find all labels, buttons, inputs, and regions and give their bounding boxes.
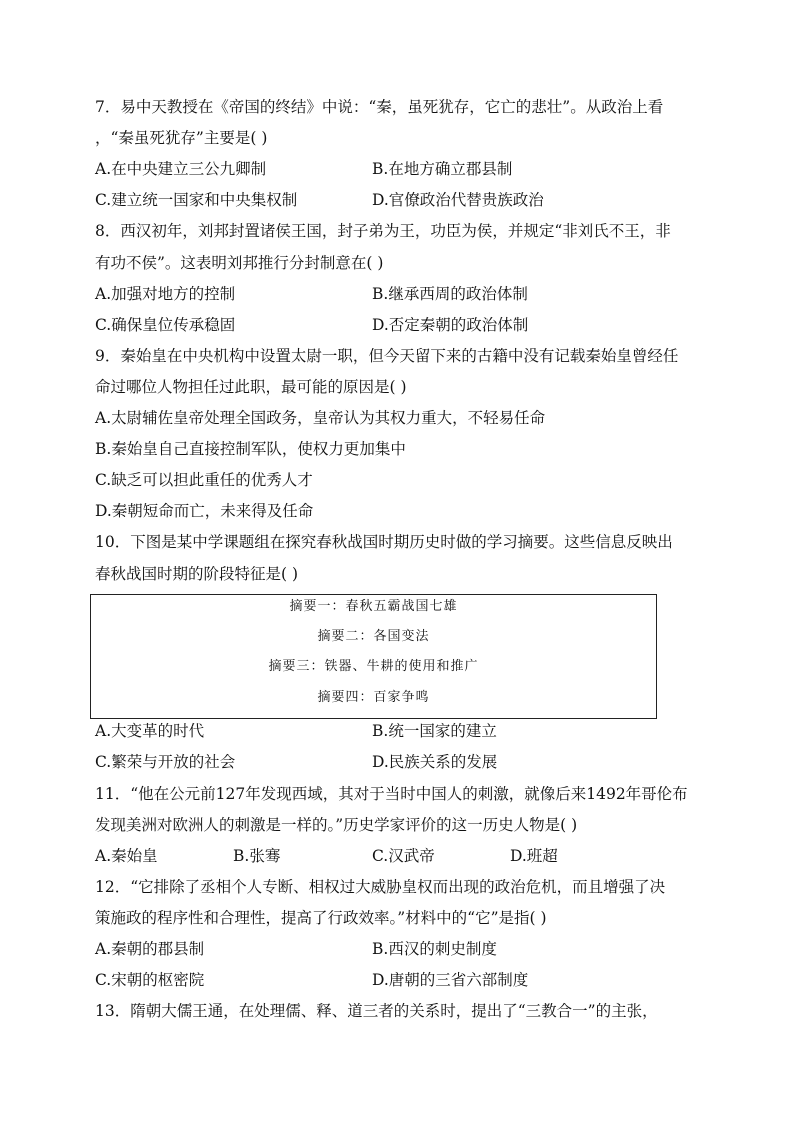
q9-stem-line2: 命过哪位人物担任过此职，最可能的原因是( ) (95, 378, 407, 396)
q9-option-c: C.缺乏可以担此重任的优秀人才 (95, 471, 313, 489)
q9-option-b: B.秦始皇自己直接控制军队，使权力更加集中 (95, 440, 406, 458)
q8-stem-line2: 有功不侯”。这表明刘邦推行分封制意在( ) (95, 254, 384, 272)
q12-option-b: B.西汉的刺史制度 (372, 940, 497, 958)
summary-box (90, 594, 657, 719)
q7-stem-line1: 7．易中天教授在《帝国的终结》中说：“秦，虽死犹存，它亡的悲壮”。从政治上看 (95, 98, 664, 116)
q11-option-d: D.班超 (510, 847, 558, 865)
q8-option-b: B.继承西周的政治体制 (372, 285, 528, 303)
q12-option-d: D.唐朝的三省六部制度 (372, 971, 529, 989)
q12-option-c: C.宋朝的枢密院 (95, 971, 205, 989)
q8-stem-line1: 8．西汉初年，刘邦封置诸侯王国，封子弟为王，功臣为侯，并规定“非刘氏不王，非 (95, 222, 671, 240)
q11-option-b: B.张骞 (233, 847, 281, 865)
q10-stem-line1: 10．下图是某中学课题组在探究春秋战国时期历史时做的学习摘要。这些信息反映出 (95, 533, 673, 551)
q11-stem-line2: 发现美洲对欧洲人的刺激是一样的。”历史学家评价的这一历史人物是( ) (95, 816, 578, 834)
q11-stem-line1: 11．“他在公元前127年发现西域，其对于当时中国人的刺激，就像后来1492年哥伦布 (95, 785, 688, 803)
q8-option-c: C.确保皇位传承稳固 (95, 316, 236, 334)
q7-stem-line2: ，“秦虽死犹存”主要是( ) (95, 129, 268, 147)
q9-option-a: A.太尉辅佐皇帝处理全国政务，皇帝认为其权力重大，不轻易任命 (95, 409, 546, 427)
q12-option-a: A.秦朝的郡县制 (95, 940, 205, 958)
q13-stem-line1: 13．隋朝大儒王通，在处理儒、释、道三者的关系时，提出了“三教合一”的主张， (95, 1002, 658, 1020)
summary-line-3: 摘要三：铁器、牛耕的使用和推广 (268, 659, 479, 674)
q8-option-d: D.否定秦朝的政治体制 (372, 316, 529, 334)
q7-option-b: B.在地方确立郡县制 (372, 160, 513, 178)
summary-line-1: 摘要一：春秋五霸战国七雄 (289, 599, 458, 614)
q11-option-c: C.汉武帝 (372, 847, 435, 865)
q12-stem-line1: 12．“它排除了丞相个人专断、相权过大威胁皇权而出现的政治危机，而且增强了决 (95, 878, 666, 896)
q7-option-a: A.在中央建立三公九卿制 (95, 160, 267, 178)
q11-option-a: A.秦始皇 (95, 847, 158, 865)
q9-option-d: D.秦朝短命而亡，未来得及任命 (95, 502, 314, 520)
q7-option-c: C.建立统一国家和中央集权制 (95, 191, 298, 209)
q10-option-a: A.大变革的时代 (95, 722, 205, 740)
q10-option-b: B.统一国家的建立 (372, 722, 497, 740)
summary-line-2: 摘要二：各国变法 (317, 629, 430, 644)
q9-stem-line1: 9．秦始皇在中央机构中设置太尉一职，但今天留下来的古籍中没有记载秦始皇曾经任 (95, 347, 679, 365)
q12-stem-line2: 策施政的程序性和合理性，提高了行政效率。”材料中的“它”是指( ) (95, 909, 547, 927)
q10-option-c: C.繁荣与开放的社会 (95, 753, 236, 771)
summary-line-4: 摘要四：百家争鸣 (317, 690, 430, 705)
q10-option-d: D.民族关系的发展 (372, 753, 498, 771)
q10-stem-line2: 春秋战国时期的阶段特征是( ) (95, 565, 299, 583)
q7-option-d: D.官僚政治代替贵族政治 (372, 191, 544, 209)
q8-option-a: A.加强对地方的控制 (95, 285, 236, 303)
